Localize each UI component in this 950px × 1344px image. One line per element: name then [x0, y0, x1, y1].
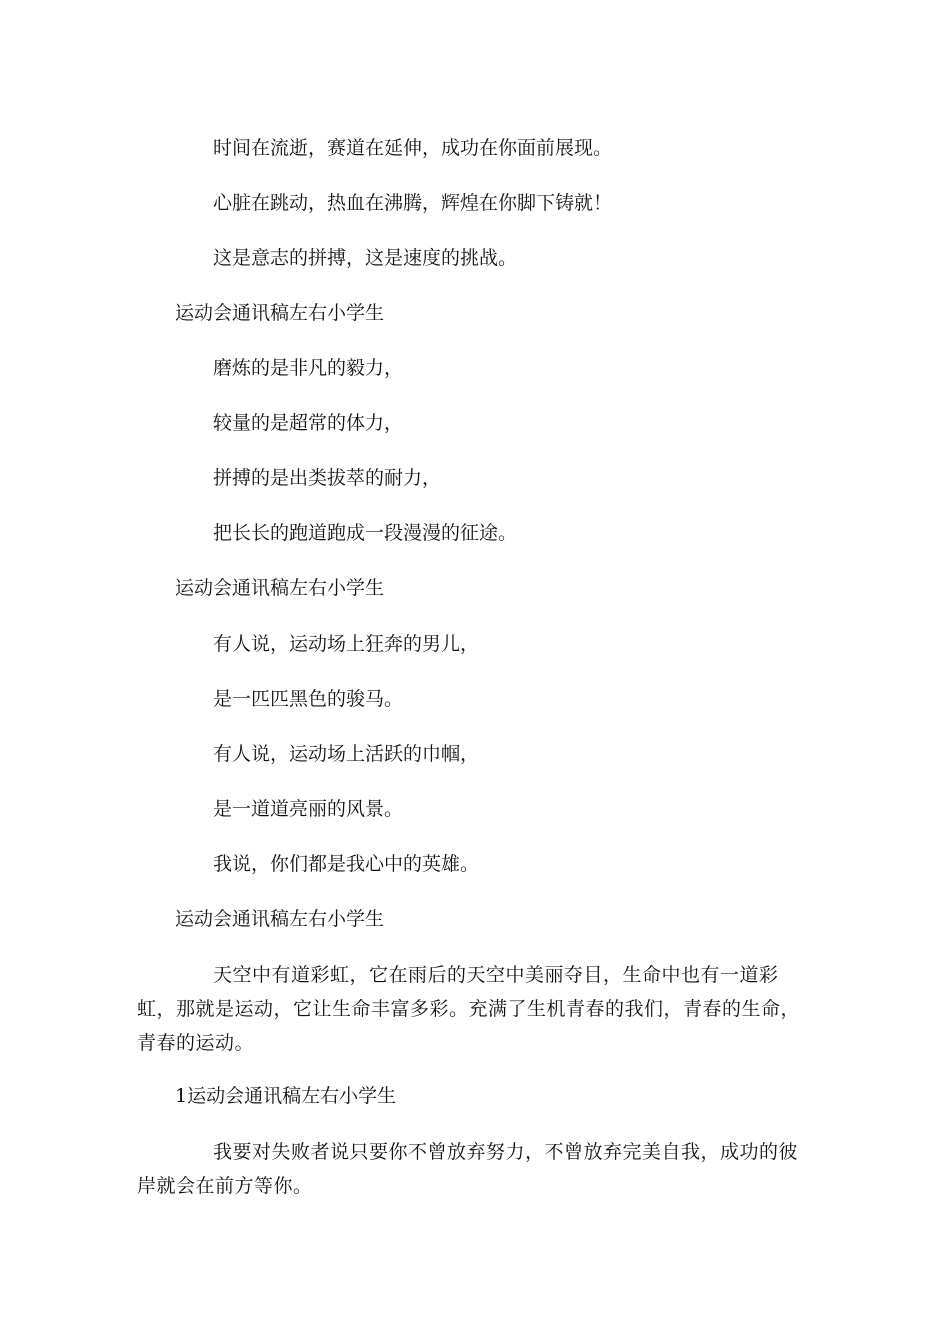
verse-line: 较量的是超常的体力， [213, 412, 404, 434]
body-paragraph: 我要对失败者说只要你不曾放弃努力，不曾放弃完美自我，成功的彼岸就会在前方等你。 [137, 1141, 799, 1197]
section-heading: 运动会通讯稿左右小学生 [175, 302, 385, 324]
body-paragraph: 天空中有道彩虹，它在雨后的天空中美丽夺目，生命中也有一道彩虹，那就是运动，它让生命丰富多彩。充满了生机青春的我们，青春的生命，青春的运动。 [137, 964, 801, 1054]
section-heading: 1运动会通讯稿左右小学生 [175, 1085, 397, 1107]
verse-line: 是一匹匹黑色的骏马。 [213, 688, 404, 710]
verse-line: 我说，你们都是我心中的英雄。 [213, 853, 480, 875]
verse-line: 拼搏的是出类拔萃的耐力， [213, 467, 442, 489]
section-heading: 运动会通讯稿左右小学生 [175, 577, 385, 599]
verse-line: 这是意志的拼搏，这是速度的挑战。 [213, 247, 518, 269]
verse-line: 时间在流逝，赛道在延伸，成功在你面前展现。 [213, 137, 613, 159]
verse-line: 磨炼的是非凡的毅力， [213, 357, 404, 379]
verse-line: 把长长的跑道跑成一段漫漫的征途。 [213, 522, 518, 544]
section-heading: 运动会通讯稿左右小学生 [175, 908, 385, 930]
verse-line: 心脏在跳动，热血在沸腾，辉煌在你脚下铸就！ [213, 192, 613, 214]
verse-line: 有人说，运动场上活跃的巾帼， [213, 743, 480, 765]
verse-line: 有人说，运动场上狂奔的男儿， [213, 633, 480, 655]
verse-line: 是一道道亮丽的风景。 [213, 798, 404, 820]
